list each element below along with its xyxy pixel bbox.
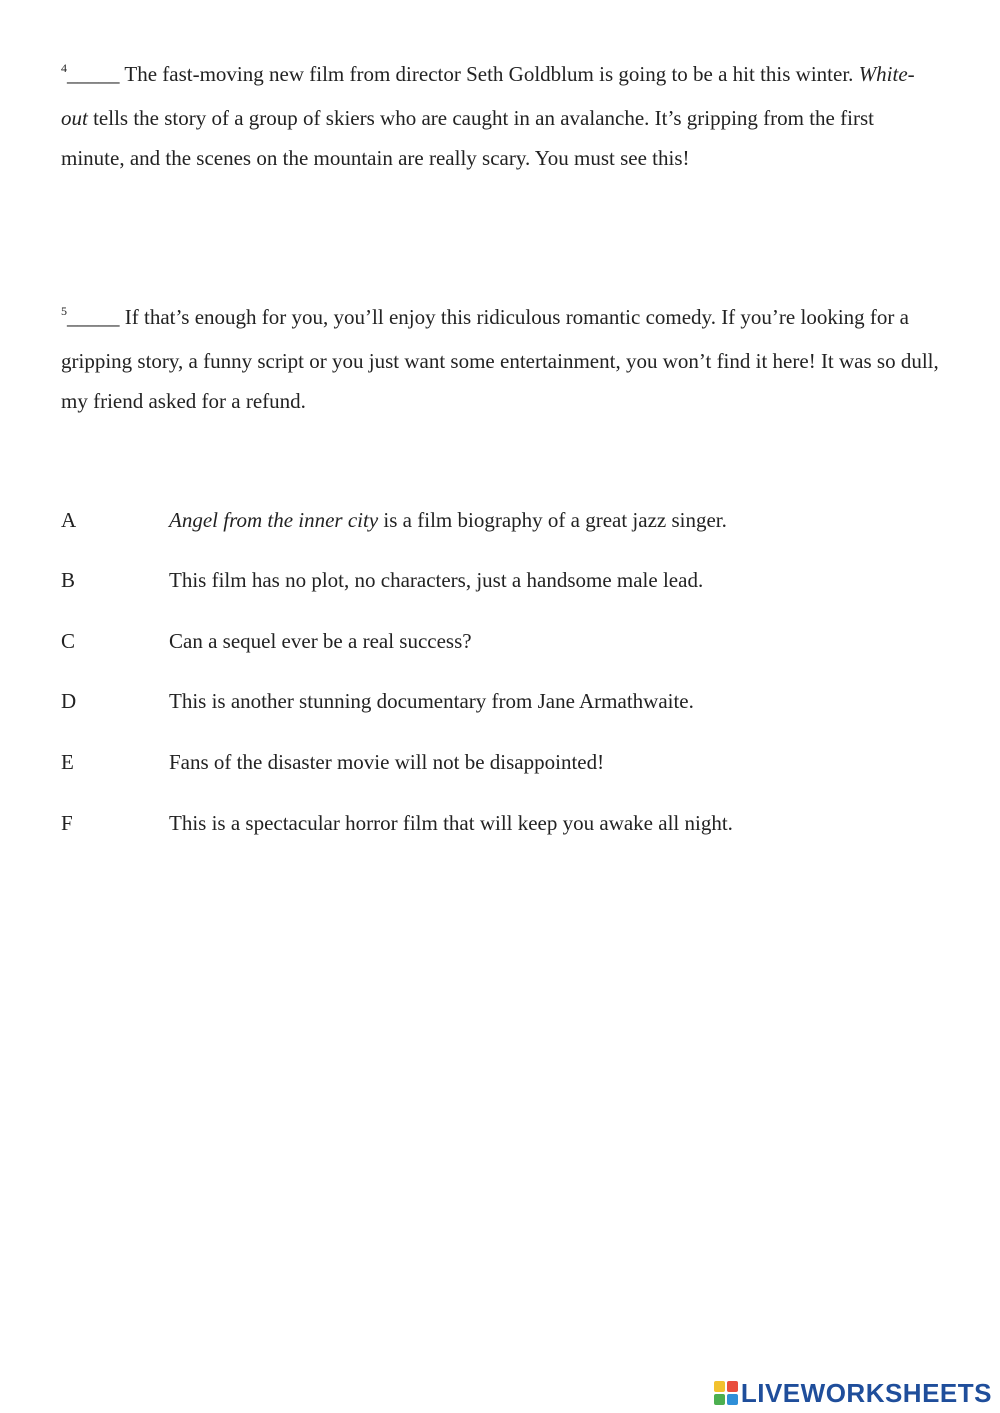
option-d <box>61 681 941 721</box>
option-text: Fans of the disaster movie will not be disappointed! <box>169 750 605 774</box>
film-title: White-out <box>61 62 915 130</box>
paragraph-text: If that’s enough for you, you’ll enjoy this ridiculous romantic comedy. If you’re looking for a gripping story, a funny script or you just want some entertainment, you won’t find it here! It was so dull, my friend asked for a refund. <box>61 305 939 413</box>
paragraph-number: 5 <box>61 304 67 318</box>
option-letter: B <box>61 568 76 592</box>
option-text <box>169 500 727 540</box>
option-a <box>61 500 941 540</box>
liveworksheets-logo-icon <box>713 1380 739 1406</box>
paragraph-5 <box>61 297 941 422</box>
option-text: Can a sequel ever be a real success? <box>169 629 472 653</box>
paragraph-text: tells the story of a group of skiers who are caught in an avalanche. It’s gripping from the first minute, and the scenes on the mountain are really scary. You must see this! <box>61 105 874 170</box>
option-letter: A <box>61 508 77 532</box>
logo-tile-2 <box>727 1381 738 1392</box>
liveworksheets-brand[interactable] <box>713 1375 992 1411</box>
option-text: This is another stunning documentary from Jane Armathwaite. <box>169 689 694 713</box>
option-text-rest: is a film biography of a great jazz singer. <box>378 508 727 532</box>
paragraph-text: The fast-moving new film from director Seth Goldblum is going to be a hit this winter. <box>119 62 859 86</box>
option-text: This is a spectacular horror film that will keep you awake all night. <box>169 811 733 835</box>
option-f <box>61 803 941 843</box>
option-e <box>61 742 941 782</box>
option-letter: E <box>61 750 74 774</box>
paragraph-4 <box>61 54 941 179</box>
paragraph-number: 4 <box>61 61 67 75</box>
option-letter: C <box>61 629 76 653</box>
option-b <box>61 560 941 600</box>
logo-tile-3 <box>714 1394 725 1405</box>
brand-name: LIVEWORKSHEETS <box>740 1377 992 1408</box>
option-c <box>61 621 941 661</box>
option-text: This film has no plot, no characters, just a handsome male lead. <box>169 568 704 592</box>
answer-blank: _____ <box>67 305 120 329</box>
option-letter: F <box>61 811 73 835</box>
option-letter: D <box>61 689 77 713</box>
answer-blank: _____ <box>67 62 120 86</box>
logo-tile-4 <box>727 1394 738 1405</box>
film-title: Angel from the inner city <box>169 508 379 532</box>
logo-tile-1 <box>714 1381 725 1392</box>
